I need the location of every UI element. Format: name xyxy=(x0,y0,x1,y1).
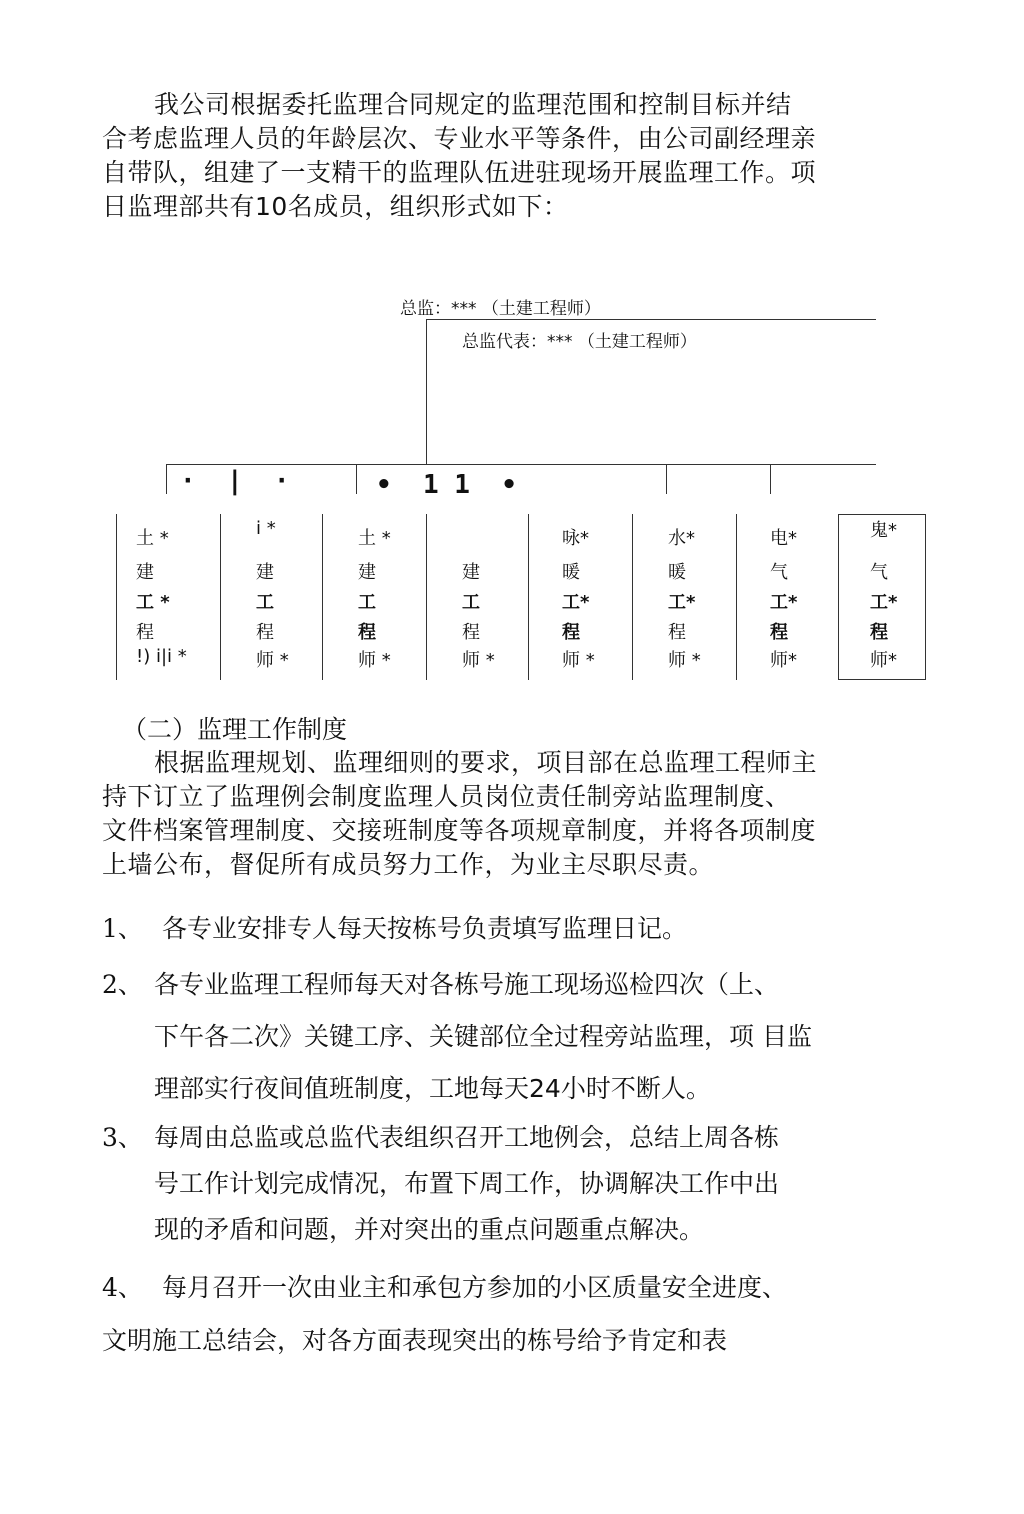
list-text: 各专业安排专人每天按栋号负责填写监理日记。 xyxy=(162,914,688,943)
member-box xyxy=(850,514,946,680)
member-text: 师* xyxy=(870,650,897,671)
list-text: 每周由总监或总监代表组织召开工地例会，总结上周各栋 xyxy=(154,1123,780,1152)
member-text: 工* xyxy=(770,592,798,613)
member-box xyxy=(442,514,538,680)
member-text: 暖 xyxy=(562,562,580,583)
member-text: 工* xyxy=(562,592,590,613)
member-box xyxy=(750,514,846,680)
section-paragraph xyxy=(102,746,902,882)
intro-line: 日监理部共有10名成员，组织形式如下： xyxy=(102,192,569,221)
member-text: 工 xyxy=(358,592,376,613)
chief-line xyxy=(426,319,876,320)
member-text: 程 xyxy=(358,622,376,643)
intro-line: 自带队，组建了一支精干的监理队伍进驻现场开展监理工作。项 xyxy=(102,158,817,187)
member-text: 建 xyxy=(256,562,274,583)
list-text: 每月召开一次由业主和承包方参加的小区质量安全进度、 xyxy=(162,1273,788,1302)
section-line: 上墙公布，督促所有成员努力工作，为业主尽职尽责。 xyxy=(102,850,715,879)
member-text: 气 xyxy=(870,562,888,583)
list-item xyxy=(102,959,922,1115)
member-text: !) i|i * xyxy=(136,646,187,667)
org-chart xyxy=(0,0,1024,700)
member-text: 工 * xyxy=(136,592,170,613)
member-text: 师 * xyxy=(358,650,391,671)
member-text: 建 xyxy=(136,562,154,583)
member-text: 暖 xyxy=(668,562,686,583)
member-text: 水* xyxy=(668,528,695,549)
member-text: 师 * xyxy=(668,650,701,671)
list-number: 3、 xyxy=(102,1123,143,1152)
member-text: 鬼* xyxy=(870,520,897,541)
list-number: 4、 xyxy=(102,1273,143,1302)
deputy-supervisor-label: 总监代表：*** （土建工程师） xyxy=(462,332,697,352)
list-text: 各专业监理工程师每天对各栋号施工现场巡检四次（上、 xyxy=(154,970,780,999)
member-box xyxy=(116,514,212,680)
member-text: 程 xyxy=(562,622,580,643)
list-item-continuation xyxy=(102,1318,922,1363)
member-box xyxy=(338,514,434,680)
list-item xyxy=(102,906,922,951)
branch-drop xyxy=(356,464,357,494)
member-text: i * xyxy=(256,518,276,539)
member-text: 土 * xyxy=(358,528,391,549)
trunk-line xyxy=(426,319,427,465)
section-heading: （二）监理工作制度 xyxy=(122,715,348,744)
section-line: 文件档案管理制度、交接班制度等各项规章制度，并将各项制度 xyxy=(102,816,817,845)
member-text: 电* xyxy=(770,528,797,549)
member-text: 程 xyxy=(256,622,274,643)
list-item xyxy=(102,1265,922,1310)
section-line: 持下订立了监理例会制度监理人员岗位责任制旁站监理制度、 xyxy=(102,782,791,811)
member-box xyxy=(648,514,744,680)
list-item xyxy=(102,1115,922,1253)
member-text: 气 xyxy=(770,562,788,583)
rules-list xyxy=(102,906,922,1363)
branch-drop xyxy=(770,464,771,494)
list-number: 1、 xyxy=(102,914,143,943)
member-text: 程 xyxy=(668,622,686,643)
member-text: 师 * xyxy=(462,650,495,671)
member-text: 咏* xyxy=(562,528,589,549)
list-text: 下午各二次》关键工序、关键部位全过程旁站监理，项 目监 xyxy=(154,1022,812,1051)
member-text: 建 xyxy=(358,562,376,583)
member-text: 师* xyxy=(770,650,797,671)
member-box xyxy=(542,514,638,680)
list-text: 现的矛盾和问题，并对突出的重点问题重点解决。 xyxy=(154,1215,705,1244)
member-text: 程 xyxy=(770,622,788,643)
member-text: 师 * xyxy=(256,650,289,671)
member-text: 师 * xyxy=(562,650,595,671)
list-text: 号工作计划完成情况，布置下周工作，协调解决工作中出 xyxy=(154,1169,780,1198)
member-text: 工* xyxy=(668,592,696,613)
branch-drop xyxy=(166,464,167,494)
section-line: 根据监理规划、监理细则的要求，项目部在总监理工程师主 xyxy=(154,748,818,777)
member-text: 程 xyxy=(870,622,888,643)
member-text: 程 xyxy=(136,622,154,643)
intro-line: 合考虑监理人员的年龄层次、专业水平等条件，由公司副经理亲 xyxy=(102,124,817,153)
list-text: 理部实行夜间值班制度，工地每天24小时不断人。 xyxy=(154,1074,711,1103)
member-text: 工 xyxy=(256,592,274,613)
branch-drop xyxy=(666,464,667,494)
connector-marks: · | · xyxy=(180,466,290,496)
list-text: 文明施工总结会，对各方面表现突出的栋号给予肯定和表 xyxy=(102,1326,728,1355)
member-text: 工* xyxy=(870,592,898,613)
member-text: 程 xyxy=(462,622,480,643)
member-text: 工 xyxy=(462,592,480,613)
member-box xyxy=(236,514,332,680)
box-divider xyxy=(220,514,221,680)
member-text: 土 * xyxy=(136,528,169,549)
member-text: 建 xyxy=(462,562,480,583)
list-number: 2、 xyxy=(102,970,143,999)
connector-marks: • 1 1 • xyxy=(376,470,517,500)
chief-supervisor-label: 总监：*** （土建工程师） xyxy=(400,299,601,319)
intro-line: 我公司根据委托监理合同规定的监理范围和控制目标并结 xyxy=(154,90,792,119)
